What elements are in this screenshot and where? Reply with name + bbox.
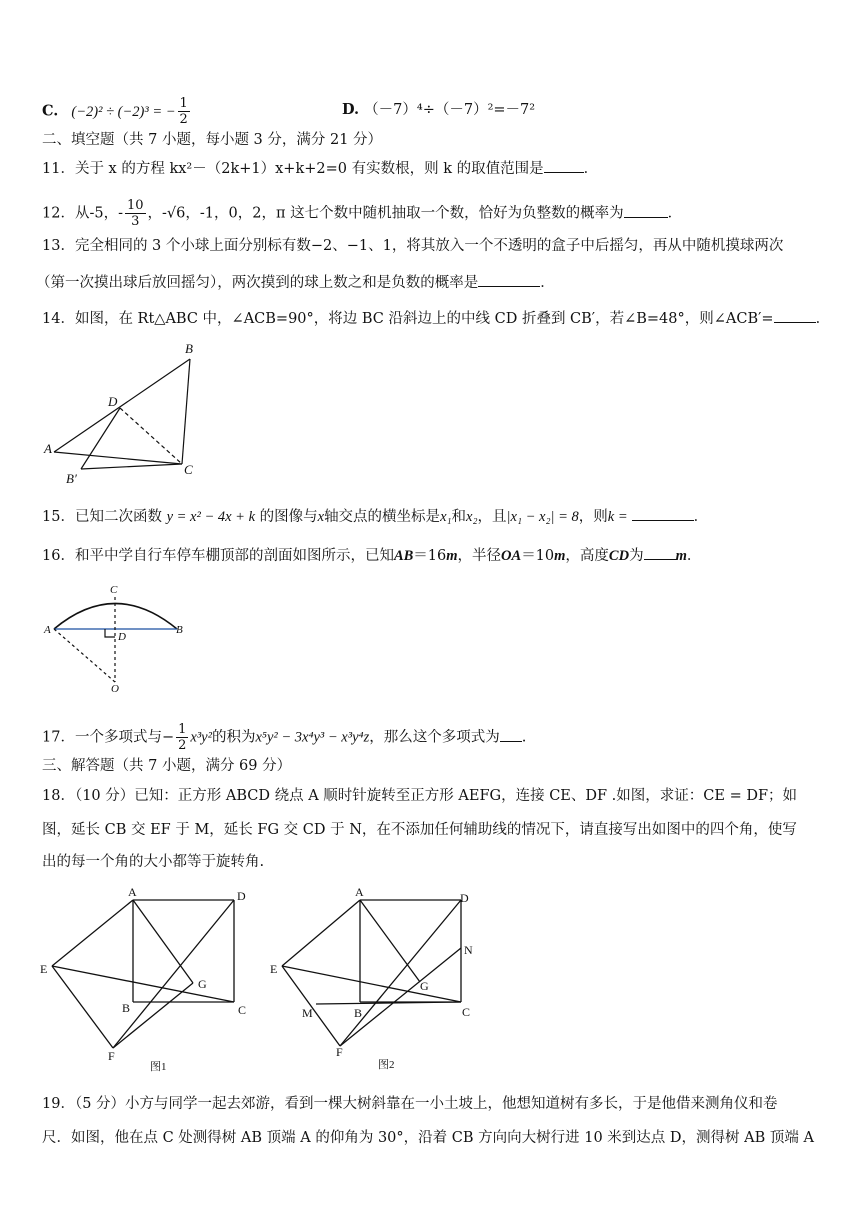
q15-prefix: 15．已知二次函数 <box>42 509 162 525</box>
q14-text: 14．如图，在 Rt△ABC 中，∠ACB=90°，将边 BC 沿斜边上的中线 CD 折叠到 CB′，若∠B=48°，则∠ACB′= <box>42 311 774 327</box>
question-17: 17．一个多项式与− $\frac{1}{2}$ x³y²的积为x⁵y² − 3x⁴y³ − x³y⁴z，那么这个多项式为 . <box>42 722 527 753</box>
question-12: 12．从-5，- $\frac{10}{3}$ ，-√6，-1，0，2，π 这七个数中随机抽取一个数，恰好为负整数的概率为 ． <box>42 198 683 229</box>
answer-blank <box>500 727 522 742</box>
label-n: N <box>464 943 473 957</box>
q17-text: 的积为 <box>211 729 256 746</box>
question-19-line2: 尺．如图，他在点 C 处测得树 AB 顶端 A 的仰角为 30°，沿着 CB 方向向大树行进 10 米到达点 D，测得树 AB 顶端 A <box>42 1130 814 1146</box>
label-b: B <box>176 624 183 636</box>
option-c-fraction: $\frac{1}{2}$ <box>179 96 188 127</box>
label-e: E <box>40 962 48 976</box>
option-d-expression: （－7）⁴÷（－7）²=－7² <box>364 102 536 118</box>
label-c: C <box>184 462 193 477</box>
answer-blank <box>774 308 816 323</box>
figure-1-caption: 图1 <box>150 1061 167 1073</box>
question-19-line1: 19．（5 分）小方与同学一起去郊游，看到一棵大树斜靠在一小土坡上，他想知道树有多长，于是他借来测角仪和卷 <box>42 1096 778 1112</box>
label-b: B <box>185 341 193 356</box>
q15-condition: |x₁ − x₂| = 8 <box>506 509 579 525</box>
segment-bc <box>182 359 190 464</box>
q16-text: ＝16 <box>413 548 447 564</box>
question-15: 15．已知二次函数 y = x² − 4x + k 的图像与x轴交点的横坐标是x₁和x₂，且|x₁ − x₂| = 8，则k = ． <box>42 506 708 527</box>
answer-blank <box>544 158 584 173</box>
label-b: B <box>122 1001 131 1015</box>
q16-cd: CD <box>608 548 630 564</box>
q17-text: ，那么这个多项式为 <box>369 729 500 746</box>
q12-fraction: $\frac{10}{3}$ <box>126 198 144 229</box>
question-13-line1: 13．完全相同的 3 个小球上面分别标有数−2、−1、1，将其放入一个不透明的盒子中后摇匀，再从中随机摸球两次 <box>42 238 784 254</box>
q16-unit: m <box>554 548 566 564</box>
question-18-line2: 图，延长 CB 交 EF 于 M，延长 FG 交 CD 于 N，在不添加任何辅助线的情况下，请直接写出如图中的四个角，使写 <box>42 822 797 838</box>
q16-text: 为 <box>629 548 644 564</box>
q16-text: 16．和平中学自行车停车棚顶部的剖面如图所示，已知 <box>42 548 394 564</box>
q17-minus: − <box>161 729 175 746</box>
label-a: A <box>44 624 51 636</box>
q16-text: ＝10 <box>521 548 555 564</box>
option-c-label: C. <box>42 102 59 120</box>
label-a: A <box>128 885 137 899</box>
q15-x1: x₁ <box>440 509 452 525</box>
segment-ac <box>54 452 182 464</box>
q16-text: ，半径 <box>457 548 502 564</box>
q18-figure-1 <box>38 882 258 1074</box>
q16-figure <box>40 578 200 698</box>
right-angle-mark <box>105 629 115 637</box>
q11-text: 11．关于 x 的方程 kx²－（2k+1）x+k+2=0 有实数根，则 k 的取值范围是 <box>42 161 544 177</box>
segment-cd-dashed <box>120 408 182 464</box>
label-b-prime: B′ <box>66 471 77 486</box>
question-18-line1: 18．（10 分）已知：正方形 ABCD 绕点 A 顺时针旋转至正方形 AEFG，连接 CE、DF .如图，求证：CE = DF；如 <box>42 788 798 804</box>
label-f: F <box>336 1045 343 1059</box>
q16-unit: m <box>446 548 458 564</box>
q16-oa: OA <box>501 548 522 564</box>
label-g: G <box>198 977 207 991</box>
q15-x2: x₂ <box>466 509 478 525</box>
label-d: D <box>460 891 469 905</box>
label-c: C <box>238 1003 247 1017</box>
q13-text: （第一次摸出球后放回摇匀），两次摸到的球上数之和是负数的概率是 <box>36 275 479 291</box>
label-d: D <box>118 631 126 643</box>
q16-text: ，高度 <box>565 548 609 564</box>
q12-prefix: 12．从-5，- <box>42 205 123 222</box>
segment-ab <box>54 359 190 452</box>
question-11: 11．关于 x 的方程 kx²－（2k+1）x+k+2=0 有实数根，则 k 的取值范围是 ． <box>42 158 598 179</box>
answer-blank <box>632 506 694 521</box>
q16-ab: AB <box>393 548 414 564</box>
q10-option-d <box>342 100 535 120</box>
label-g: G <box>420 979 429 993</box>
q15-text: ，则 <box>578 509 608 525</box>
label-a: A <box>44 441 52 456</box>
q16-unit: m <box>675 548 687 564</box>
q15-text: 和 <box>451 509 467 525</box>
label-d: D <box>108 394 118 409</box>
label-c: C <box>110 584 118 596</box>
q17-polynomial: x⁵y² − 3x⁴y³ − x³y⁴z <box>255 729 370 746</box>
q15-text: 轴交点的横坐标是 <box>324 509 441 525</box>
q15-text: 的图像与 <box>259 509 318 525</box>
q18-figure-2 <box>266 882 496 1074</box>
section-2-heading: 二、填空题（共 7 小题，每小题 3 分，满分 21 分） <box>42 132 383 148</box>
label-a: A <box>355 885 364 899</box>
answer-blank <box>644 545 676 560</box>
question-18-line3: 出的每一个角的大小都等于旋转角. <box>42 854 265 870</box>
option-c-expression: (−2)² ÷ (−2)³ = − <box>71 103 176 120</box>
answer-blank <box>478 272 540 287</box>
q14-figure <box>40 336 210 488</box>
label-o: O <box>111 683 119 695</box>
q15-text: ，且 <box>477 509 507 525</box>
question-14: 14．如图，在 Rt△ABC 中，∠ACB=90°，将边 BC 沿斜边上的中线 CD 折叠到 CB′，若∠B=48°，则∠ACB′= ． <box>42 308 830 329</box>
q15-x: x <box>317 509 325 525</box>
segment-db-prime <box>81 408 120 469</box>
segment-cb-prime <box>81 464 182 469</box>
label-m: M <box>302 1006 313 1020</box>
q12-text: ，-√6，-1，0，2，π 这七个数中随机抽取一个数，恰好为负整数的概率为 <box>147 205 624 222</box>
label-c: C <box>462 1005 471 1019</box>
q10-option-c <box>42 96 192 127</box>
label-b: B <box>354 1006 363 1020</box>
option-d-label: D. <box>342 101 360 118</box>
label-e: E <box>270 962 278 976</box>
q17-term: x³y² <box>190 729 212 746</box>
question-16: 16．和平中学自行车停车棚顶部的剖面如图所示，已知AB＝16m，半径OA＝10m，高度CD为 m． <box>42 545 701 566</box>
q17-text: 17．一个多项式与 <box>42 729 162 746</box>
q17-fraction: $\frac{1}{2}$ <box>178 722 187 753</box>
label-f: F <box>108 1049 115 1063</box>
q15-function: y = x² − 4x + k <box>166 509 256 525</box>
section-3-heading: 三、解答题（共 7 小题，满分 69 分） <box>42 758 292 774</box>
question-13-line2: （第一次摸出球后放回摇匀），两次摸到的球上数之和是负数的概率是 ． <box>36 272 555 293</box>
figure-2-caption: 图2 <box>378 1059 395 1071</box>
label-d: D <box>237 889 246 903</box>
answer-blank <box>624 203 668 218</box>
q15-k: k = <box>607 509 628 525</box>
